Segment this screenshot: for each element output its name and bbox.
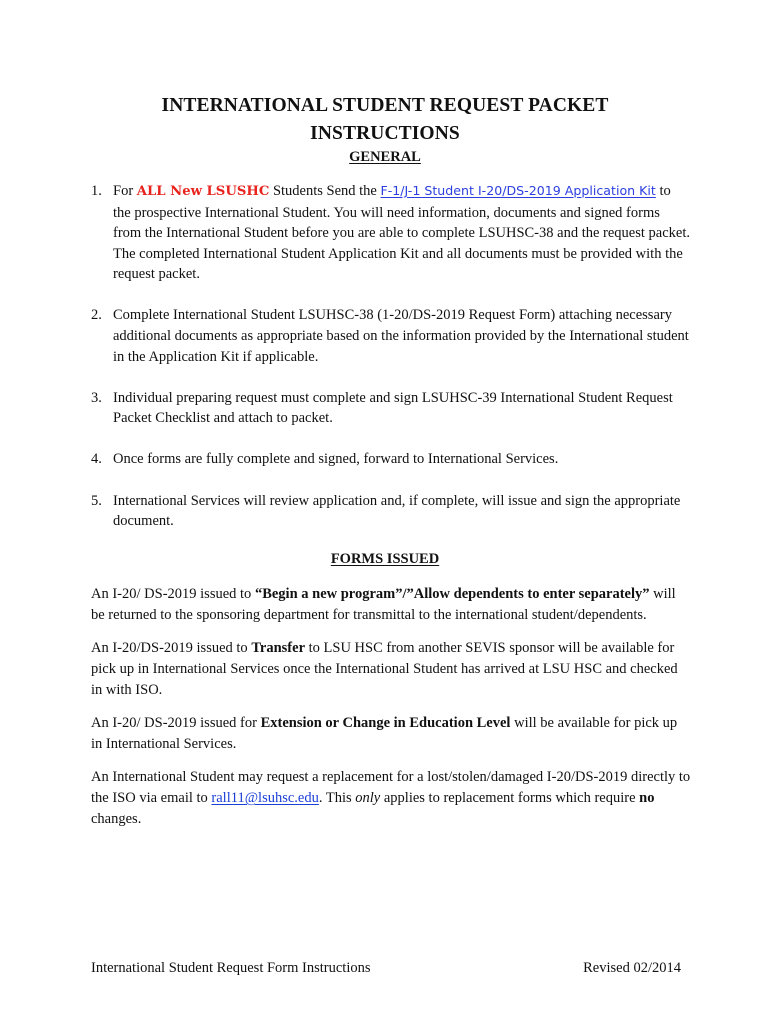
list-item xyxy=(91,491,691,532)
item-text-part: to the prospective International Student. You will need information, documents and signed forms from the International Student before you are able to complete LSUHSC-38 and the request packet. The completed International Student Application Kit and all documents must be provided with the request packet. xyxy=(113,183,690,283)
paragraph xyxy=(91,713,691,755)
bold-text: Transfer xyxy=(251,640,306,657)
item-number: 4. xyxy=(91,451,102,468)
forms-issued-section xyxy=(91,584,691,842)
bold-text: Extension or Change in Education Level xyxy=(260,714,511,731)
item-text xyxy=(113,181,691,285)
footer-title: International Student Request Form Instructions xyxy=(91,960,371,976)
footer-revision: Revised 02/2014 xyxy=(583,960,681,976)
paragraph-text: An International Student may request a replacement for a lost/stolen/damaged I-20/DS-2019 directly to the ISO via email to xyxy=(91,769,691,806)
bold-text: no xyxy=(639,789,655,806)
italic-text: only xyxy=(355,789,381,806)
paragraph-text: An I-20/ DS-2019 issued for xyxy=(91,714,261,731)
paragraph-text: An I-20/DS-2019 issued to xyxy=(91,640,252,657)
paragraph xyxy=(91,584,691,626)
item-text-part: For xyxy=(113,183,137,199)
instruction-list xyxy=(91,181,691,552)
item-text: Individual preparing request must complete and sign LSUHSC-39 International Student Request Packet Checklist and attach to packet. xyxy=(113,389,673,427)
paragraph-text: to LSU HSC from another SEVIS sponsor will be available for pick up in International Services once the International Student has arrived at LSU HSC and checked in with ISO. xyxy=(91,640,678,698)
item-text: Once forms are fully complete and signed, forward to International Services. xyxy=(113,451,559,468)
application-kit-link[interactable]: F-1/J-1 Student I-20/DS-2019 Application Kit xyxy=(380,183,656,198)
title-line-2: INSTRUCTIONS xyxy=(310,123,460,144)
bold-text: “Begin a new program”/”Allow dependents to enter separately” xyxy=(254,586,650,602)
paragraph-text: changes. xyxy=(91,810,142,827)
item-number: 5. xyxy=(91,492,102,509)
item-number: 2. xyxy=(91,307,102,324)
page-title xyxy=(0,92,770,148)
list-item xyxy=(91,449,691,470)
paragraph xyxy=(91,767,691,829)
highlight-text: ALL New LSUSHC xyxy=(136,184,270,199)
item-number: 3. xyxy=(91,389,102,406)
paragraph-text: will be returned to the sponsoring department for transmittal to the international student/dependents. xyxy=(91,586,676,623)
general-heading: GENERAL xyxy=(349,149,421,165)
item-text: Complete International Student LSUHSC-38 (1-20/DS-2019 Request Form) attaching necessary additional documents as appropriate based on the information provided by the International student in the Application Kit if applicable. xyxy=(113,307,689,365)
list-item xyxy=(91,181,691,285)
item-text: International Services will review application and, if complete, will issue and sign the appropriate document. xyxy=(113,492,681,530)
paragraph-text: will be available for pick up in International Services. xyxy=(91,714,678,752)
paragraph-text: An I-20/ DS-2019 issued to xyxy=(91,586,255,602)
list-item xyxy=(91,305,691,367)
paragraph-text: . This xyxy=(318,789,356,806)
page-footer xyxy=(91,960,681,977)
title-line-1: INTERNATIONAL STUDENT REQUEST PACKET xyxy=(161,95,609,116)
email-link[interactable]: rall11@lsuhsc.edu xyxy=(211,789,319,806)
item-number: 1. xyxy=(91,183,102,199)
item-text-part: Students Send the xyxy=(269,183,381,199)
paragraph-text: applies to replacement forms which require xyxy=(380,789,640,806)
forms-issued-heading: FORMS ISSUED xyxy=(330,551,440,567)
paragraph xyxy=(91,638,691,700)
list-item xyxy=(91,388,691,429)
